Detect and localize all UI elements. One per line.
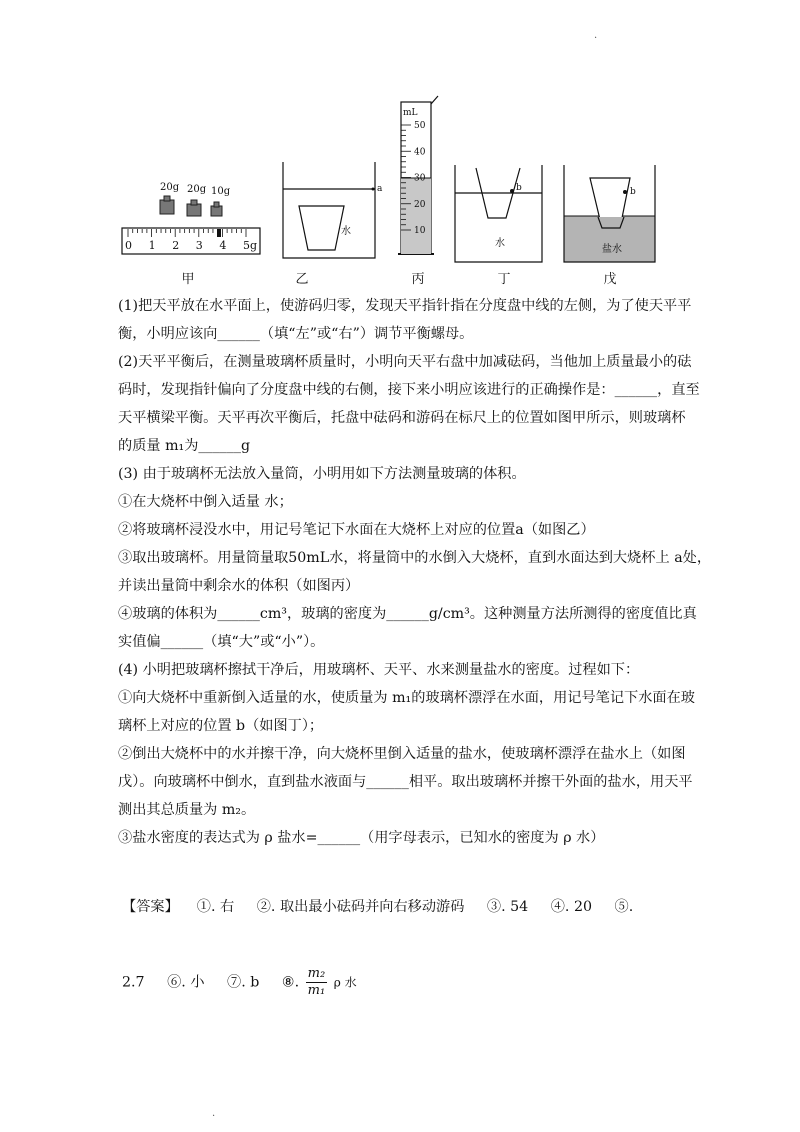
weight-label-2: 20g bbox=[187, 184, 207, 195]
weight-20g-a bbox=[160, 182, 180, 214]
question-line: 的质量 m₁为______g bbox=[118, 438, 251, 454]
question-line: 并读出量筒中剩余水的体积（如图丙） bbox=[118, 578, 360, 594]
ruler-tick-label: 5g bbox=[243, 239, 258, 252]
cylinder-tick-label: 10 bbox=[414, 226, 426, 236]
ruler-tick-label: 4 bbox=[219, 239, 227, 252]
cylinder-tick-label: 30 bbox=[414, 173, 426, 184]
beaker-wu bbox=[564, 165, 655, 262]
question-line: ④玻璃的体积为______cm³，玻璃的密度为______g/cm³。这种测量方法所测得的密度值比真 bbox=[118, 606, 697, 622]
cylinder-unit: mL bbox=[403, 108, 418, 118]
water-label-ding: 水 bbox=[495, 238, 505, 249]
density-fraction bbox=[306, 966, 328, 999]
caption-yi: 乙 bbox=[295, 272, 309, 287]
question-line: ②倒出大烧杯中的水并擦干净，向大烧杯里倒入适量的盐水，使玻璃杯漂浮在盐水上（如图 bbox=[118, 746, 686, 762]
question-line: 璃杯上对应的位置 b（如图丁）； bbox=[118, 718, 324, 734]
question-line: 测出其总质量为 m₂。 bbox=[118, 802, 256, 818]
caption-wu: 戊 bbox=[603, 272, 617, 287]
question-line: ①向大烧杯中重新倒入适量的水，使质量为 m₁的玻璃杯漂浮在水面，用记号笔记下水面在玻 bbox=[118, 690, 695, 706]
answer-line-2 bbox=[122, 966, 357, 999]
bottom-dot: . bbox=[212, 1108, 216, 1119]
weight-20g-b bbox=[187, 184, 207, 216]
question-line: (1)把天平放在水平面上，使游码归零，发现天平指针指在分度盘中线的左侧，为了使天平平 bbox=[118, 298, 692, 314]
measuring-cylinder bbox=[398, 96, 438, 254]
fraction-numerator: m₂ bbox=[307, 966, 326, 981]
ruler-tick-label: 0 bbox=[125, 239, 132, 252]
experiment-figures bbox=[0, 90, 800, 290]
question-line: ③取出玻璃杯。用量筒量取50mL水，将量筒中的水倒入大烧杯，直到水面达到大烧杯上 a处， bbox=[118, 550, 712, 566]
question-line: ①在大烧杯中倒入适量 水； bbox=[118, 494, 293, 510]
mark-b-wu: b bbox=[630, 187, 636, 197]
top-dot: . bbox=[594, 30, 598, 41]
weight-10g bbox=[211, 186, 231, 216]
beaker-ding bbox=[455, 165, 542, 262]
caption-jia: 甲 bbox=[181, 272, 195, 287]
question-line: ②将玻璃杯浸没水中，用记号笔记下水面在大烧杯上对应的位置a（如图乙） bbox=[118, 522, 595, 538]
cylinder-tick-label: 20 bbox=[414, 199, 426, 210]
mark-b-ding: b bbox=[516, 183, 522, 193]
question-line: ③盐水密度的表达式为 ρ 盐水=______（用字母表示，已知水的密度为 ρ 水） bbox=[118, 830, 605, 846]
fraction-denominator: m₁ bbox=[307, 983, 326, 998]
question-line: (4) 小明把玻璃杯擦拭干净后，用玻璃杯、天平、水来测量盐水的密度。过程如下： bbox=[118, 662, 640, 678]
question-line: 戊）。向玻璃杯中倒水，直到盐水液面与______相平。取出玻璃杯并擦干外面的盐水，用天平 bbox=[118, 774, 693, 790]
ruler-tick-label: 1 bbox=[148, 239, 156, 252]
beaker-yi bbox=[283, 162, 383, 258]
caption-bing: 丙 bbox=[411, 272, 425, 287]
figure-panel bbox=[0, 90, 800, 290]
question-line: 实值偏______（填“大”或“小”）。 bbox=[118, 634, 325, 650]
mark-a: a bbox=[377, 184, 383, 194]
ruler-tick-label: 3 bbox=[195, 239, 203, 252]
answer-line-1: 【答案】 ①. 右 ②. 取出最小砝码并向右移动游码 ③. 54 ④. 20 ⑤. bbox=[122, 899, 634, 915]
question-line: 衡，小明应该向______（填“左”或“右”）调节平衡螺母。 bbox=[118, 326, 474, 342]
answer-line-2-prefix: 2.7 ⑥. 小 ⑦. b ⑧. bbox=[122, 974, 300, 991]
question-line: (3) 由于玻璃杯无法放入量筒，小明用如下方法测量玻璃的体积。 bbox=[118, 466, 526, 482]
balance-ruler bbox=[122, 228, 260, 254]
question-text bbox=[118, 292, 712, 852]
question-line: 码时，发现指针偏向了分度盘中线的右侧，接下来小明应该进行的正确操作是：______，直至 bbox=[118, 382, 700, 398]
ruler-tick-label: 2 bbox=[172, 239, 180, 252]
cylinder-tick-label: 40 bbox=[414, 147, 426, 158]
weight-label-1: 20g bbox=[160, 182, 180, 193]
cylinder-tick-label: 50 bbox=[414, 121, 426, 131]
salt-water-label: 盐水 bbox=[602, 244, 622, 255]
ruler-slider bbox=[217, 229, 221, 237]
weight-label-3: 10g bbox=[211, 186, 231, 197]
answer-line-2-suffix: ρ 水 bbox=[333, 975, 357, 990]
question-line: 天平横梁平衡。天平再次平衡后，托盘中砝码和游码在标尺上的位置如图甲所示，则玻璃杯 bbox=[118, 410, 686, 426]
water-label-yi: 水 bbox=[341, 226, 351, 237]
question-line: (2)天平平衡后，在测量玻璃杯质量时，小明向天平右盘中加减砝码，当他加上质量最小的砝 bbox=[118, 354, 692, 370]
caption-ding: 丁 bbox=[497, 272, 511, 287]
